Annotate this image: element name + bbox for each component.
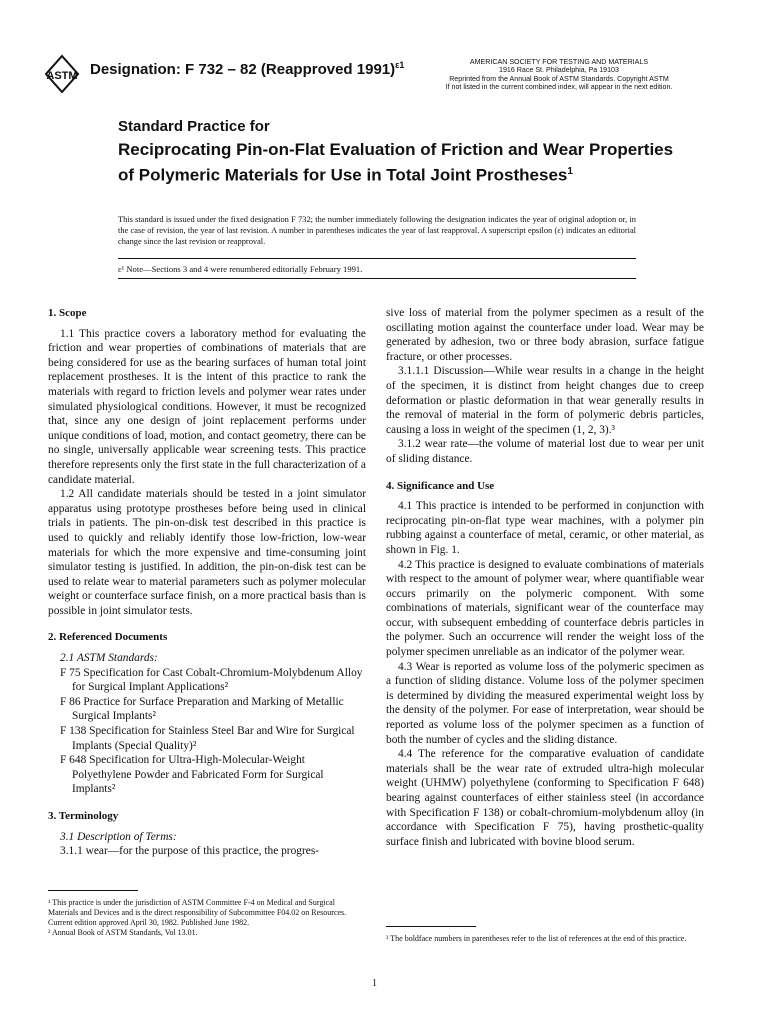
section-3-1-1-1: 3.1.1.1 Discussion—While wear results in a change in the height of the specimen, it is distinct from height changes due to creep deformation or plastic deformation in that wear generally results in the removal of material in the form of polymeric debris particles, causing a loss in weight of the specimen (1, 2, 3).³ — [386, 365, 704, 436]
reference-item: F 138 Specification for Stainless Steel Bar and Wire for Surgical Implants (Special Quality)² — [60, 725, 355, 752]
left-column — [48, 306, 366, 859]
footnote-3: ³ The boldface numbers in parentheses refer to the list of references at the end of this practice. — [386, 934, 687, 943]
publisher-listing: If not listed in the current combined index, will appear in the next edition. — [445, 83, 673, 92]
reference-item: F 75 Specification for Cast Cobalt-Chromium-Molybdenum Alloy for Surgical Implant Applications² — [60, 666, 363, 694]
title-main: Reciprocating Pin-on-Flat Evaluation of Friction and Wear Properties of Polymeric Materials for Use in Total Joint Prostheses — [118, 140, 674, 185]
publisher-block — [398, 58, 720, 92]
intro-paragraph: This standard is issued under the fixed designation F 732; the number immediately following the designation indicates the year of original adoption or, in the case of revision, the year of last revision. A number in parentheses indicates the year of last reapproval. A superscript epsilon (ε) indicates an editorial change since the last revision or reapproval. — [118, 215, 636, 246]
section-2-1: 2.1 ASTM Standards: — [60, 652, 158, 665]
reference-item: F 648 Specification for Ultra-High-Molecular-Weight Polyethylene Powder and Fabricated Form for Surgical Implants² — [60, 754, 324, 796]
publisher-reprint: Reprinted from the Annual Book of ASTM Standards. Copyright ASTM — [449, 74, 669, 83]
reference-item: F 86 Practice for Surface Preparation and Marking of Metallic Surgical Implants² — [60, 695, 344, 723]
section-3-heading: 3. Terminology — [48, 810, 119, 822]
section-1-2: 1.2 All candidate materials should be tested in a joint simulator apparatus using prototype prostheses before being used in clinical trials in patients. The pin-on-disk test described in this practice is used to quickly and reliably identify those low-friction, low-wear materials for which the more expensive and time-consuming joint simulator testing is justified. In addition, the pin-on-disk test can be used to relate wear to material parameters such as polymer molecular weight or counterface surface finish, on a more practical basis than is possible in joint simulator tests. — [48, 488, 366, 617]
title-line1: Standard Practice for — [118, 118, 270, 135]
section-4-3: 4.3 Wear is reported as volume loss of the polymeric specimen as a function of sliding distance. Volume loss of the polymer specimen is determined by dividing the measured experimental weight loss by the density of the polymer. For ease of interpretation, wear should be reported as volume loss of the polymer specimen as a function of both the number of cycles and the sliding distance. — [386, 660, 704, 746]
section-2-heading: 2. Referenced Documents — [48, 631, 168, 644]
title-footnote-marker: 1 — [567, 166, 573, 177]
designation-suffix: ε1 — [395, 60, 405, 70]
section-3-1: 3.1 Description of Terms: — [60, 830, 177, 843]
section-3-1-1: 3.1.1 wear—for the purpose of this practice, the progres- — [60, 845, 320, 858]
astm-logo-icon — [44, 54, 80, 94]
svg-text:ASTM: ASTM — [46, 70, 78, 82]
publisher-org: AMERICAN SOCIETY FOR TESTING AND MATERIALS — [469, 58, 649, 66]
section-1-heading: 1. Scope — [48, 307, 87, 319]
designation-value: F 732 – 82 (Reapproved 1991) — [185, 61, 396, 78]
section-4-heading: 4. Significance and Use — [386, 479, 495, 492]
footnote-1: ¹ This practice is under the jurisdiction of ASTM Committee F-4 on Medical and Surgical Materials and Devices and is the direct responsibility of Subcommittee F04.02 on Resources. — [48, 898, 347, 917]
editorial-note: ε¹ Note—Sections 3 and 4 were renumbered editorially February 1991. — [118, 264, 363, 274]
footnote-edition: Current edition approved April 30, 1982. Published June 1982. — [48, 918, 250, 927]
footnotes-right — [386, 934, 704, 944]
publisher-address: 1916 Race St. Philadelphia, Pa 19103 — [499, 66, 619, 75]
footnote-2: ² Annual Book of ASTM Standards, Vol 13.01. — [48, 928, 198, 937]
page-title — [118, 139, 678, 187]
designation-label: Designation: — [90, 61, 181, 78]
divider — [118, 258, 636, 259]
page-number: 1 — [372, 978, 377, 989]
title-block — [118, 118, 678, 187]
section-1-1: 1.1 This practice covers a laboratory method for evaluating the friction and wear properties of combinations of materials that are being considered for use as the bearing surfaces of human total joint replacement prostheses. It is the intent of this practice to rank the materials with regard to friction levels and polymer wear rates under simulated physiological conditions. However, it must be recognized that, since any one design of joint replacement performs under unique conditions of load, motion, and contact geometry, there can be no single, universally applicable wear screening tests. This practice therefore represents only the first state in the full characterization of a candidate material. — [48, 327, 366, 486]
footnote-divider — [386, 926, 476, 927]
designation — [90, 60, 404, 78]
section-3-1-2: 3.1.2 wear rate—the volume of material lost due to wear per unit of sliding distance. — [386, 438, 704, 465]
section-3-1-1-continued: sive loss of material from the polymer specimen as a result of the oscillating motion against the counterface under load. Wear may be generated by adhesion, two or three body abrasion, surface fatigue fracture, or other processes. — [386, 307, 704, 363]
footnotes-left — [48, 898, 366, 938]
section-4-4: 4.4 The reference for the comparative evaluation of candidate materials shall be the wear rate of extruded ultra-high molecular weight (UHMW) polyethylene (conforming to Specification F 648) bearing against counterfaces of either stainless steel (in accordance with Specification F 138) or cobalt-chromium-molybdenum alloy (in accordance with Specification F 75), having prosthetic-quality surface finish and lubricated with bovine blood serum. — [386, 748, 704, 848]
footnote-divider — [48, 890, 138, 891]
section-4-2: 4.2 This practice is designed to evaluate combinations of materials with respect to the amount of polymer wear, where quantifiable wear occurs primarily on the polymeric component. With some combinations of materials, significant wear of the counterface may occur, with subsequent embedding of counterface debris particles in the polymer. Such an occurrence will render the weight loss of the polymer specimen unreliable as an indicator of the polymer wear. — [386, 558, 704, 659]
divider — [118, 278, 636, 279]
right-column — [386, 306, 704, 849]
section-4-1: 4.1 This practice is intended to be performed in conjunction with reciprocating pin-on-flat type wear machines, with a polymer pin rubbing against a counterface of metal, ceramic, or other material, as shown in Fig. 1. — [386, 500, 704, 556]
